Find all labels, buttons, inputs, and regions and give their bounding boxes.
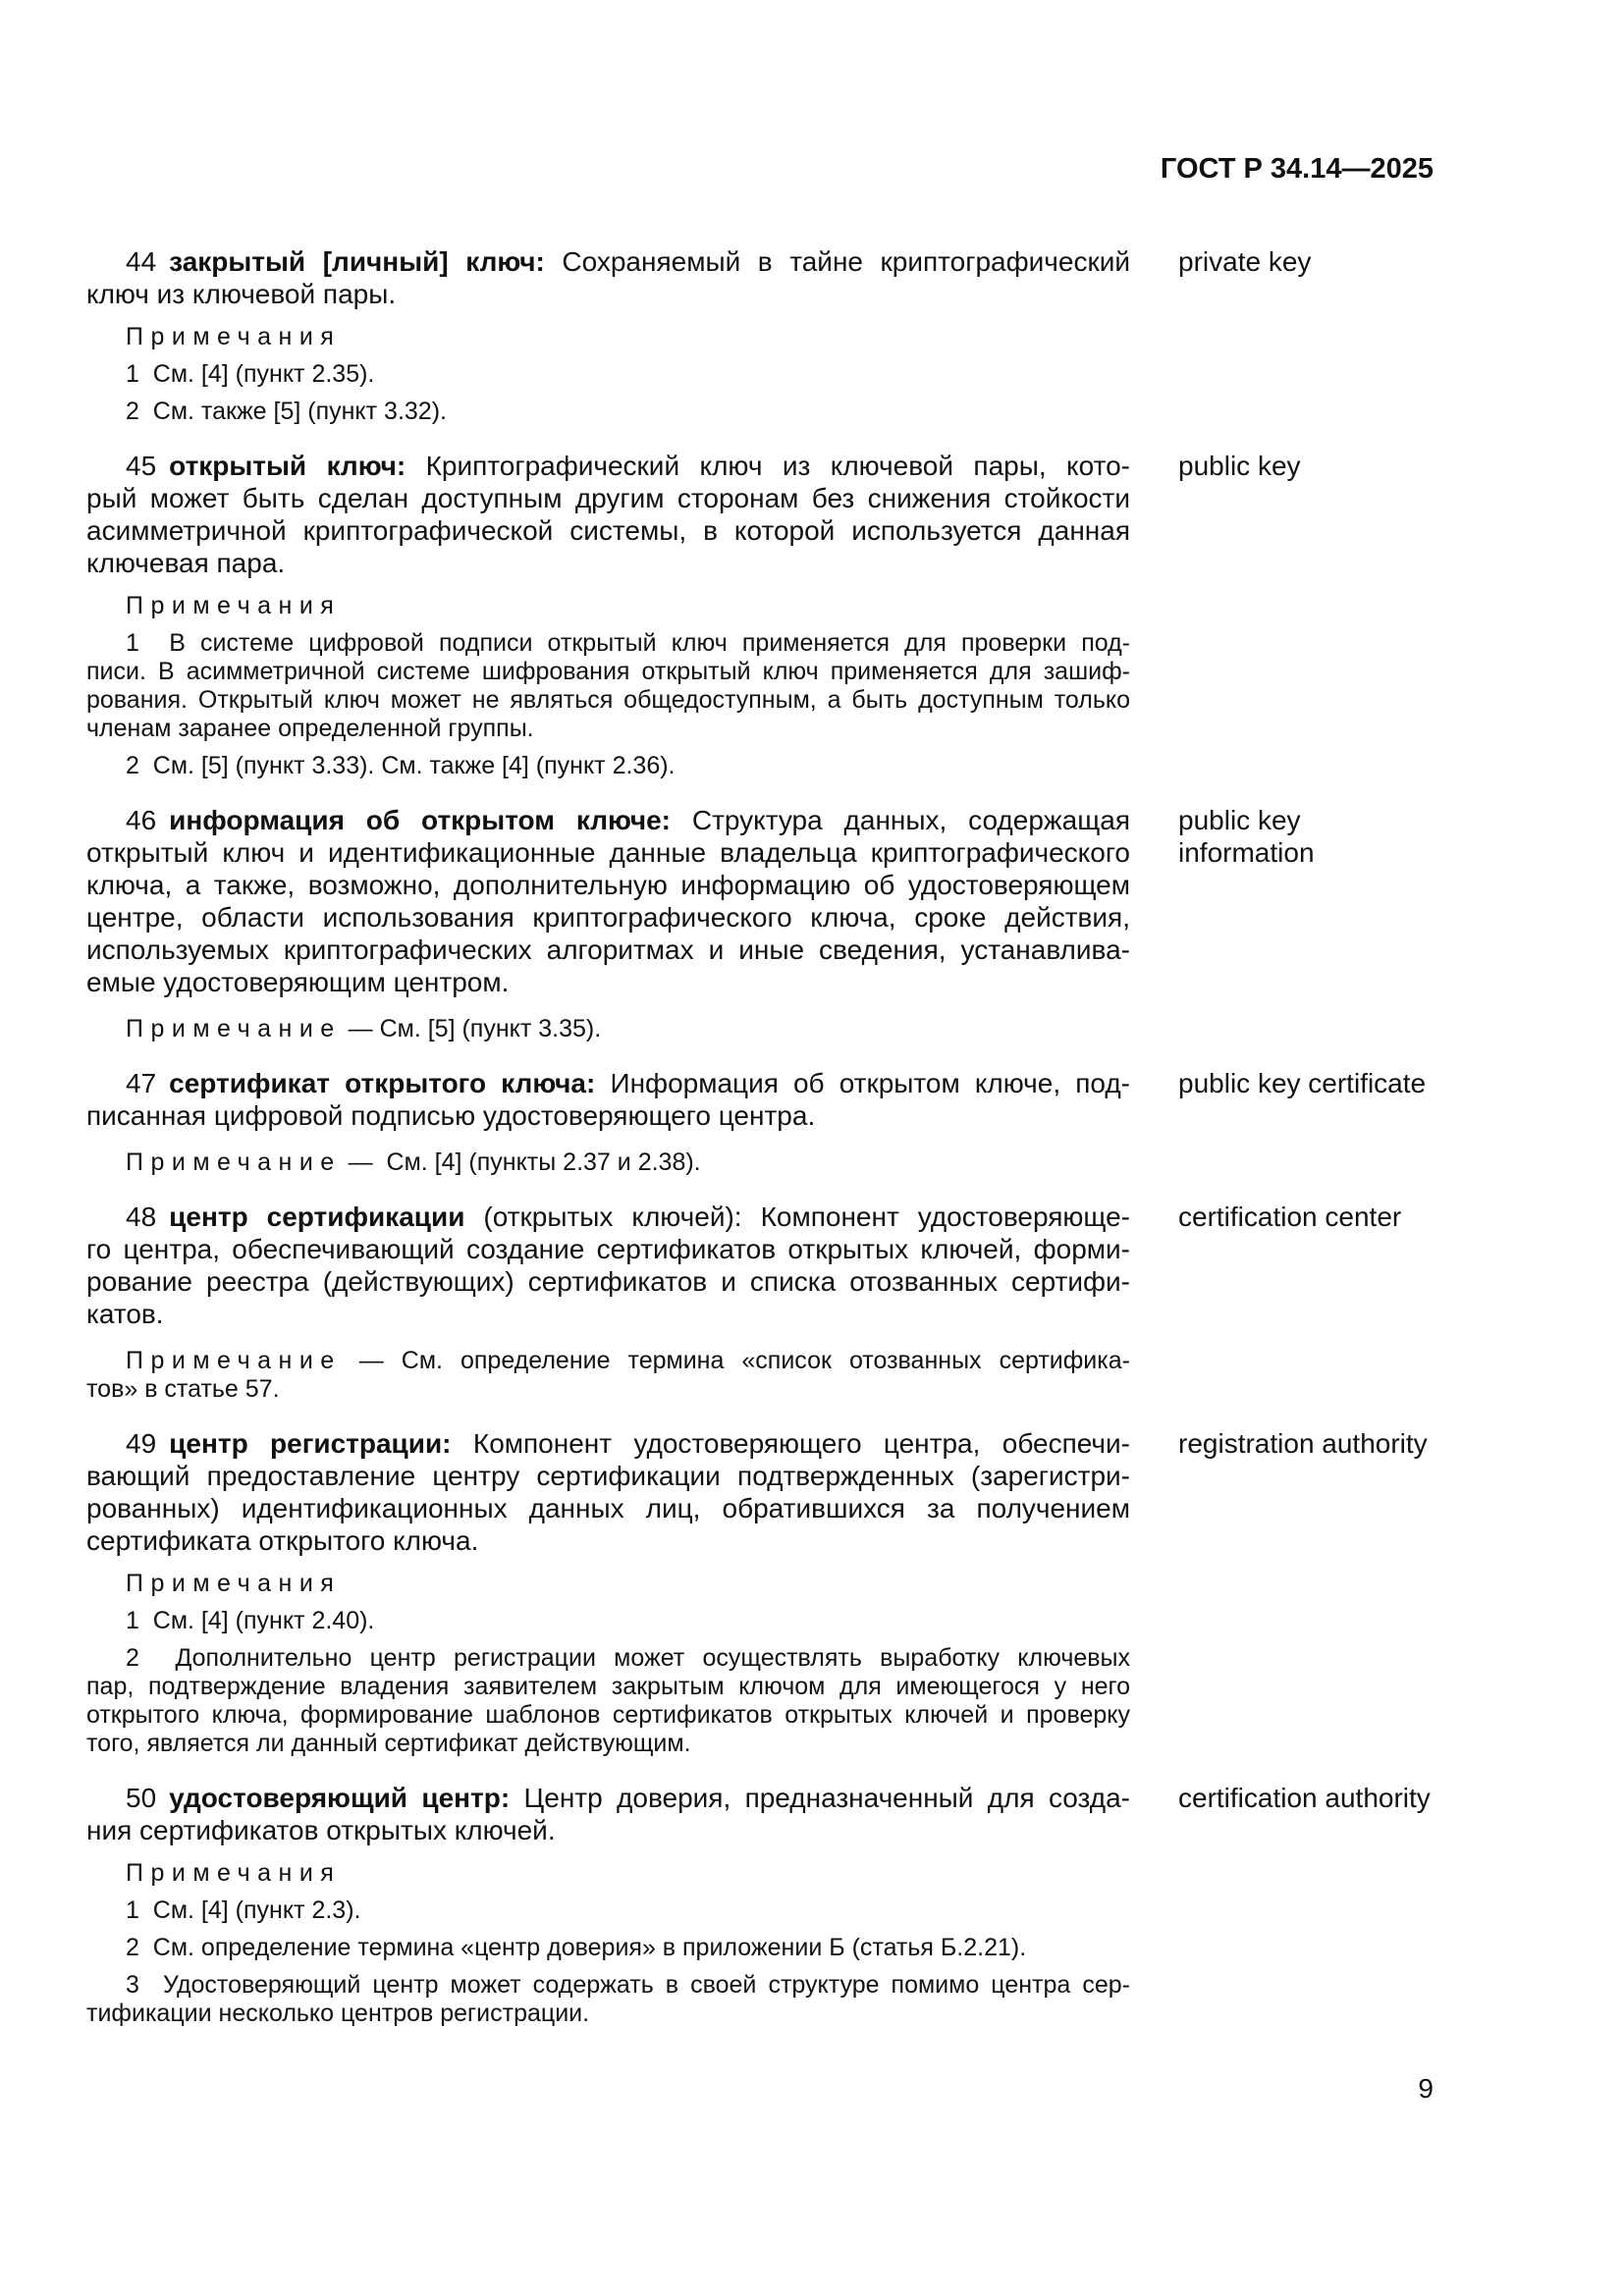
doc-header-code: ГОСТ Р 34.14—2025 <box>1160 153 1434 185</box>
term-entry <box>86 1201 1443 1404</box>
note-item <box>86 1896 1130 1925</box>
term-definition <box>86 1427 1130 1758</box>
note-line <box>86 1347 1130 1375</box>
notes-header <box>86 1570 1130 1598</box>
term-name: закрытый [личный] ключ: <box>169 246 545 277</box>
note-line: тификации несколько центров регистрации. <box>86 2000 590 2027</box>
definition-line <box>86 450 1130 482</box>
definition-line: ключ из ключевой пары. <box>86 279 397 309</box>
definition-line: го центра, обеспечивающий создание сертификатов открытых ключей, форми- <box>86 1234 1130 1264</box>
term-entry <box>86 1067 1443 1177</box>
term-name: сертификат открытого ключа: <box>169 1068 596 1098</box>
definition-text: Компонент удостоверяющего центра, обеспечи- <box>451 1428 1130 1459</box>
note-line: 1 См. [4] (пункт 2.35). <box>126 360 375 388</box>
term-number: 44 <box>126 246 157 277</box>
definition-line: ключа, а также, возможно, дополнительную информацию об удостоверяющем <box>86 870 1130 900</box>
term-english-line: registration authority <box>1178 1428 1428 1459</box>
note-item <box>86 398 1130 426</box>
note-line: 2 См. [5] (пункт 3.33). См. также [4] (пункт 2.36). <box>126 752 676 779</box>
term-definition <box>86 804 1130 1043</box>
note-line: 2 Дополнительно центр регистрации может осуществлять выработку ключевых <box>126 1644 1130 1672</box>
definition-line <box>86 1427 1130 1460</box>
definition-line: центре, области использования криптографического ключа, сроке действия, <box>86 902 1130 933</box>
term-entry <box>86 804 1443 1043</box>
note <box>86 1347 1130 1404</box>
term-definition <box>86 245 1130 426</box>
definition-text: Сохраняемый в тайне криптографический <box>544 246 1130 277</box>
term-definition <box>86 450 1130 780</box>
note-text: — См. [5] (пункт 3.35). <box>348 1015 602 1042</box>
term-name: центр сертификации <box>169 1201 465 1232</box>
note-line: открытого ключа, формирование шаблонов сертификатов открытых ключей и проверку <box>86 1701 1130 1729</box>
term-number: 50 <box>126 1783 157 1813</box>
definition-line: ключевая пара. <box>86 548 286 578</box>
note-item <box>86 360 1130 389</box>
note-text: — См. определение термина «список отозванных сертифика- <box>358 1347 1130 1374</box>
notes-header-label: Примечания <box>126 323 342 350</box>
note-item <box>86 1607 1130 1635</box>
definition-text: Криптографический ключ из ключевой пары, кото- <box>406 451 1130 481</box>
note-line: писи. В асимметричной системе шифрования открытый ключ применяется для зашиф- <box>86 658 1130 685</box>
definition-line: используемых криптографических алгоритмах и иные сведения, устанавлива- <box>86 934 1130 965</box>
note-line: 1 См. [4] (пункт 2.3). <box>126 1896 361 1924</box>
term-entry <box>86 245 1443 426</box>
term-english-line: public key <box>1178 805 1301 835</box>
notes-header <box>86 1859 1130 1888</box>
note-line: 1 См. [4] (пункт 2.40). <box>126 1607 375 1634</box>
term-english <box>1178 1427 1443 1460</box>
term-english <box>1178 1782 1443 1814</box>
definition-line: открытый ключ и идентификационные данные владельца криптографического <box>86 837 1130 868</box>
page-number: 9 <box>1418 2073 1434 2104</box>
term-number: 48 <box>126 1201 157 1232</box>
note-line: 2 См. определение термина «центр доверия» в приложении Б (статья Б.2.21). <box>126 1934 1027 1961</box>
definition-line <box>86 804 1130 836</box>
term-number: 45 <box>126 451 157 481</box>
term-name: информация об открытом ключе: <box>169 805 671 835</box>
definition-text: (открытых ключей): Компонент удостоверяюще- <box>464 1201 1130 1232</box>
term-name: удостоверяющий центр: <box>169 1783 511 1813</box>
definition-line: рый может быть сделан доступным другим сторонам без снижения стойкости <box>86 483 1130 513</box>
term-name: открытый ключ: <box>169 451 406 481</box>
definition-line: сертификата открытого ключа. <box>86 1525 479 1556</box>
note-label: Примечание <box>126 1015 342 1042</box>
definition-line: вающий предоставление центру сертификации подтвержденных (зарегистри- <box>86 1461 1130 1491</box>
note-label: Примечание <box>126 1347 342 1374</box>
term-english-line: information <box>1178 837 1315 868</box>
note <box>86 1015 1130 1043</box>
definition-text: Информация об открытом ключе, под- <box>595 1068 1130 1098</box>
notes-header-label: Примечания <box>126 592 342 619</box>
definition-line: емые удостоверяющим центром. <box>86 967 510 997</box>
terms-section <box>86 245 1443 2028</box>
note-line <box>86 1015 1130 1043</box>
term-number: 47 <box>126 1068 157 1098</box>
term-english <box>1178 450 1443 482</box>
definition-line: писанная цифровой подписью удостоверяющего центра. <box>86 1100 816 1131</box>
term-definition <box>86 1782 1130 2028</box>
term-english <box>1178 1201 1443 1233</box>
note-line: членам заранее определенной группы. <box>86 715 534 742</box>
term-english <box>1178 1067 1443 1099</box>
note-item <box>86 1934 1130 1962</box>
note-item <box>86 629 1130 743</box>
term-english-line: public key <box>1178 451 1301 481</box>
term-entry <box>86 1782 1443 2028</box>
definition-line: рование реестра (действующих) сертификатов и списка отозванных сертифи- <box>86 1266 1130 1297</box>
definition-line: ния сертификатов открытых ключей. <box>86 1815 556 1845</box>
note-item <box>86 1644 1130 1758</box>
note-line: пар, подтверждение владения заявителем закрытым ключом для имеющегося у него <box>86 1673 1130 1700</box>
definition-line: рованных) идентификационных данных лиц, обратившихся за получением <box>86 1493 1130 1523</box>
notes-header-label: Примечания <box>126 1859 342 1887</box>
term-english-line: certification authority <box>1178 1783 1431 1813</box>
term-definition <box>86 1201 1130 1404</box>
notes-header-label: Примечания <box>126 1570 342 1597</box>
term-name: центр регистрации: <box>169 1428 452 1459</box>
definition-line: асимметричной криптографической системы, в которой используется данная <box>86 515 1130 546</box>
term-english <box>1178 245 1443 278</box>
note-text: — См. [4] (пункты 2.37 и 2.38). <box>348 1148 701 1176</box>
definition-line <box>86 1201 1130 1233</box>
term-english <box>1178 804 1443 869</box>
note-line <box>86 1148 1130 1177</box>
definition-text: Центр доверия, предназначенный для созда- <box>510 1783 1130 1813</box>
note-line: рования. Открытый ключ может не являться общедоступным, а быть доступным только <box>86 686 1130 714</box>
term-definition <box>86 1067 1130 1177</box>
term-english-line: private key <box>1178 246 1312 277</box>
note-line: 1 В системе цифровой подписи открытый ключ применяется для проверки под- <box>126 629 1130 657</box>
definition-text: Структура данных, содержащая <box>671 805 1130 835</box>
definition-line <box>86 1067 1130 1099</box>
term-number: 46 <box>126 805 157 835</box>
note-label: Примечание <box>126 1148 342 1176</box>
notes-header <box>86 592 1130 620</box>
note-item <box>86 752 1130 780</box>
term-english-line: certification center <box>1178 1201 1402 1232</box>
note-line: 2 См. также [5] (пункт 3.32). <box>126 398 447 425</box>
term-entry <box>86 450 1443 780</box>
definition-line: катов. <box>86 1299 164 1329</box>
note-line: тов» в статье 57. <box>86 1375 280 1403</box>
note-line: 3 Удостоверяющий центр может содержать в своей структуре помимо центра сер- <box>126 1971 1130 1999</box>
note <box>86 1148 1130 1177</box>
term-number: 49 <box>126 1428 157 1459</box>
note-line: того, является ли данный сертификат действующим. <box>86 1730 691 1757</box>
term-english-line: public key certificate <box>1178 1068 1427 1098</box>
term-entry <box>86 1427 1443 1758</box>
note-item <box>86 1971 1130 2028</box>
definition-line <box>86 245 1130 278</box>
notes-header <box>86 323 1130 351</box>
definition-line <box>86 1782 1130 1814</box>
